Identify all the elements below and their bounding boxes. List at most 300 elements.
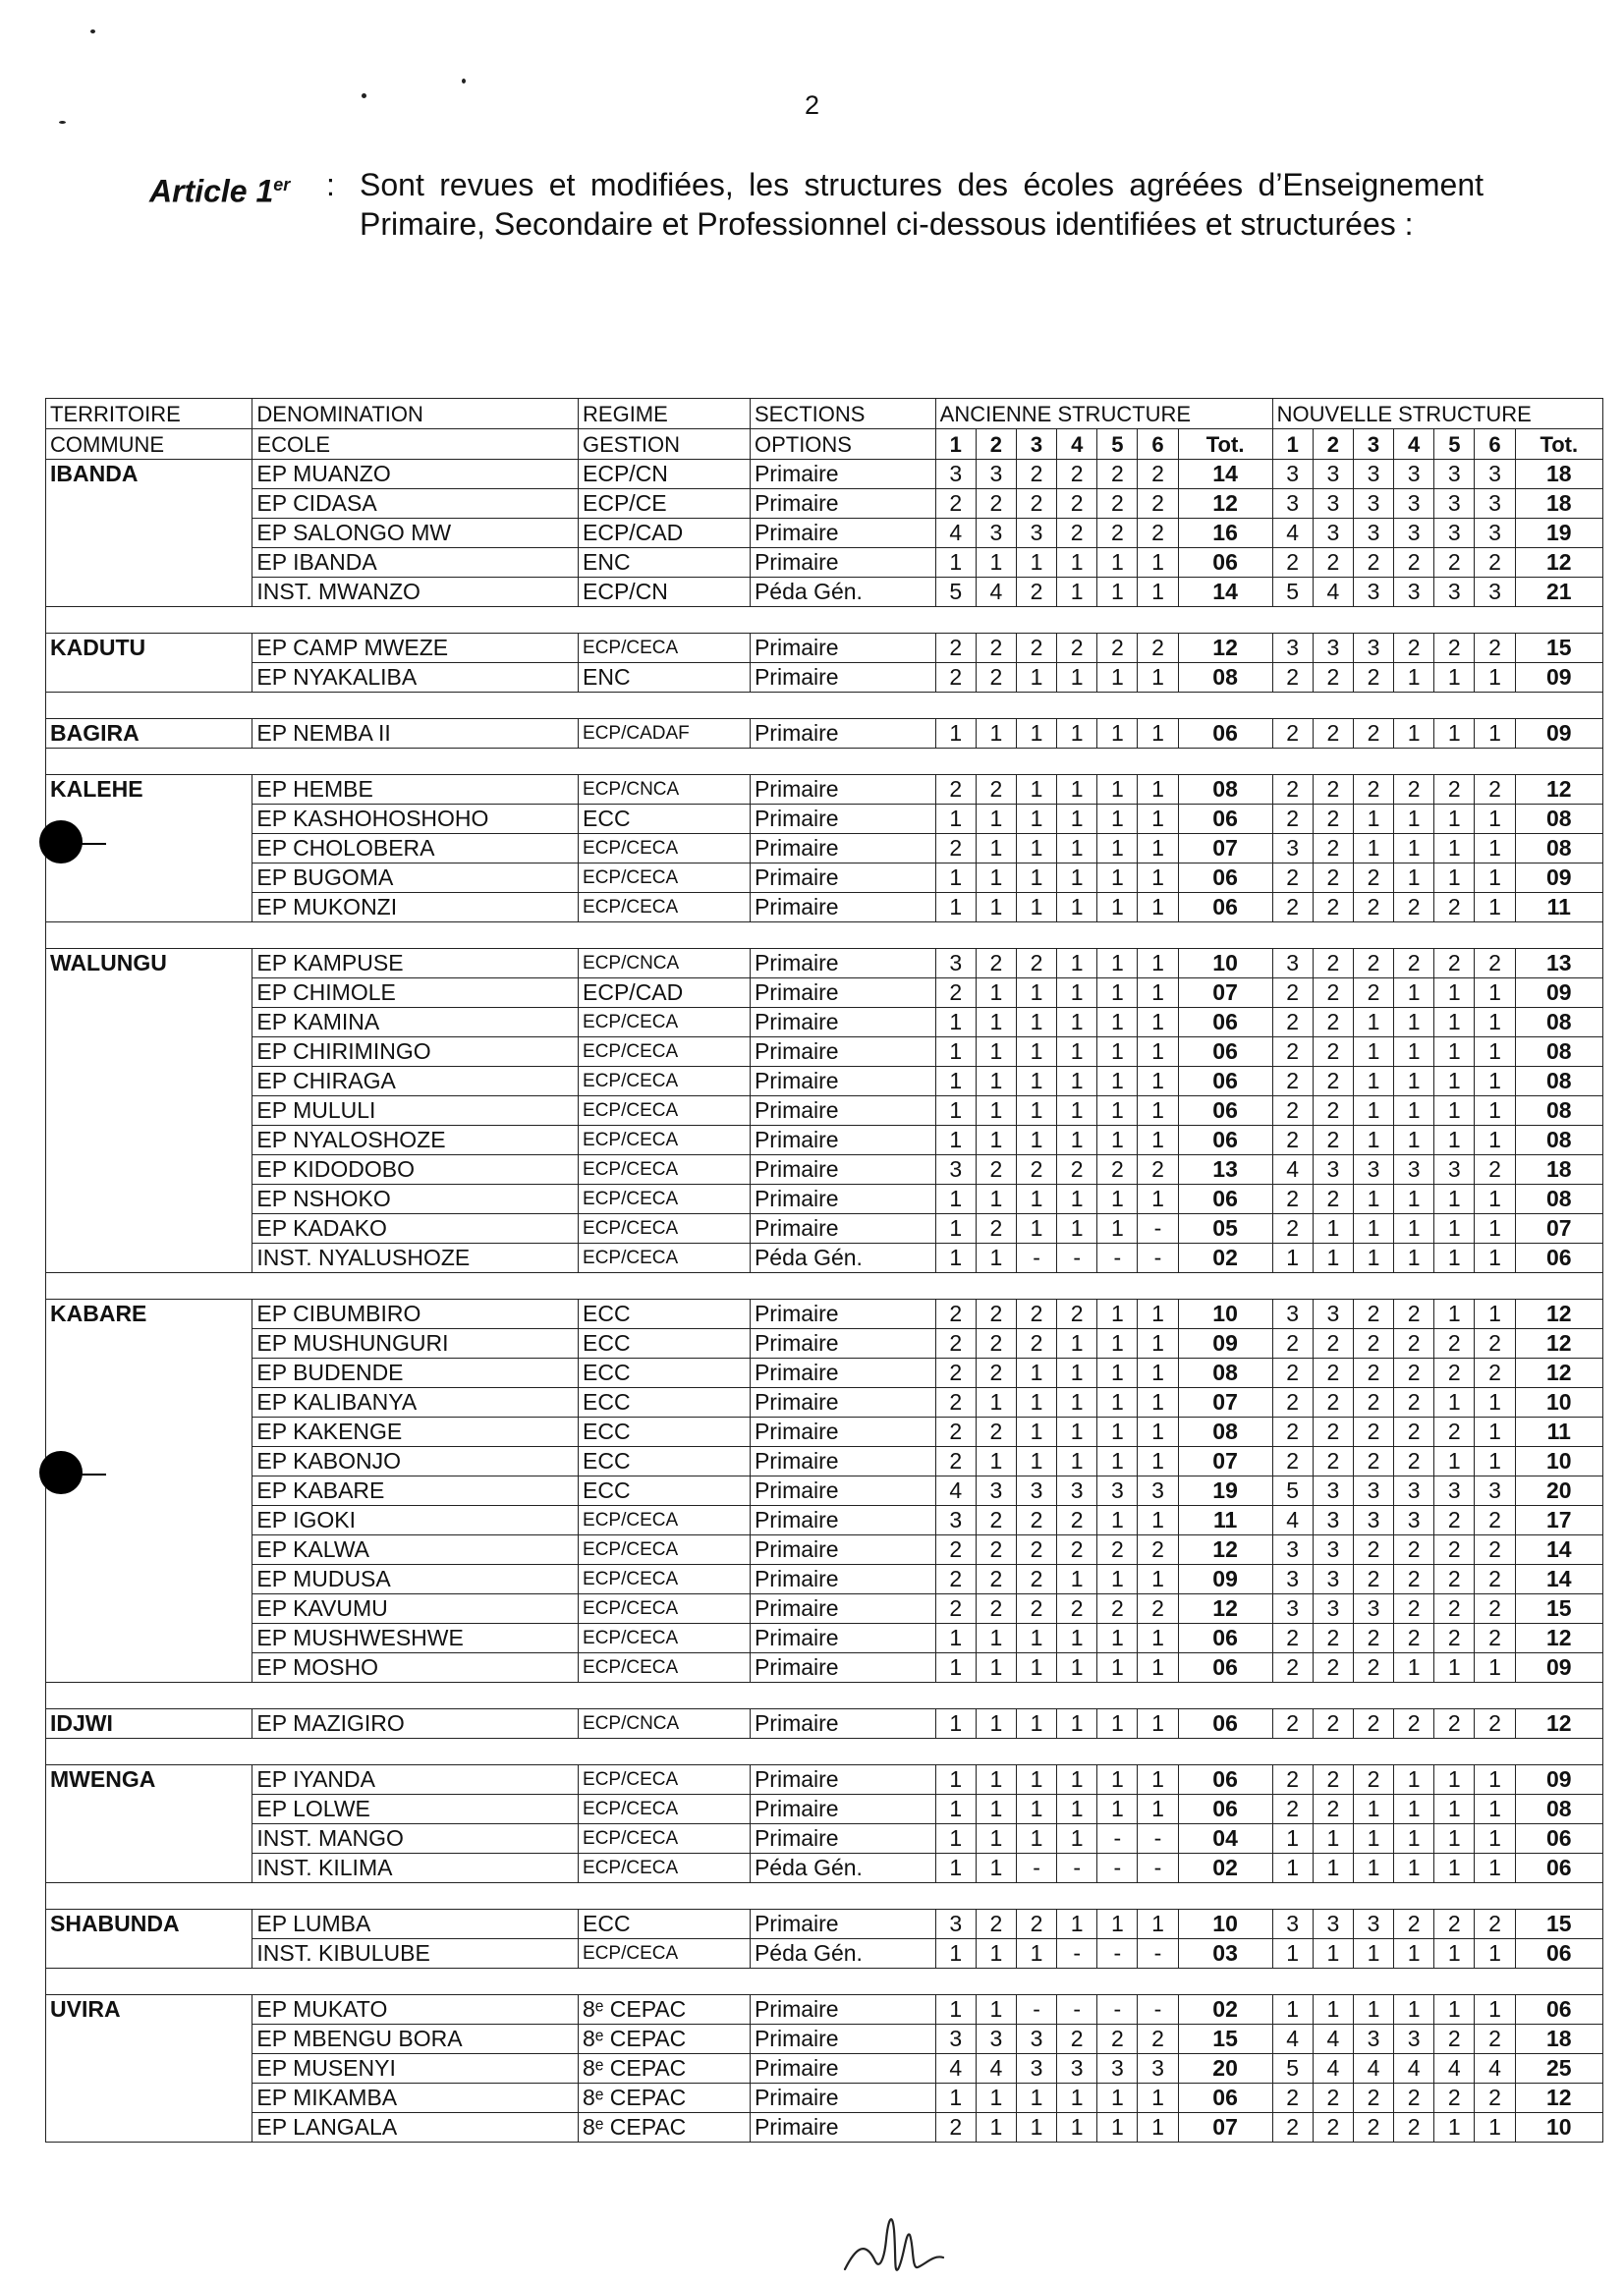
header-sections: SECTIONS	[750, 399, 935, 429]
old-structure-cell: -	[1097, 1939, 1138, 1969]
old-structure-cell: 1	[935, 1037, 976, 1067]
table-row	[46, 1008, 1603, 1037]
old-structure-cell: 2	[1016, 1329, 1056, 1359]
old-structure-cell: 2	[935, 1418, 976, 1447]
new-structure-cell: 2	[1475, 2025, 1515, 2054]
new-structure-cell: 2	[1434, 949, 1475, 978]
new-structure-cell: 1	[1394, 805, 1434, 834]
old-structure-cell: -	[1138, 1939, 1178, 1969]
section-cell: Primaire	[750, 1359, 935, 1388]
new-structure-cell: 1	[1434, 1795, 1475, 1824]
regime-cell: 8ᵉ CEPAC	[579, 2084, 751, 2113]
table-row	[46, 578, 1603, 607]
new-structure-cell: 2	[1272, 1624, 1313, 1653]
old-structure-cell: 1	[1016, 1824, 1056, 1854]
old-structure-cell: 1	[976, 1995, 1016, 2025]
header-ancienne-structure: ANCIENNE STRUCTURE	[935, 399, 1272, 429]
header-new-col: 2	[1313, 429, 1353, 460]
school-name-cell: EP MUSHWESHWE	[252, 1624, 579, 1653]
new-structure-cell: 2	[1313, 1329, 1353, 1359]
old-structure-cell: 4	[935, 519, 976, 548]
new-structure-cell: 3	[1434, 460, 1475, 489]
new-total-cell: 13	[1515, 949, 1602, 978]
header-old-col: 2	[976, 429, 1016, 460]
new-structure-cell: 3	[1313, 634, 1353, 663]
group-separator-row	[46, 1683, 1603, 1709]
old-structure-cell: 1	[935, 1126, 976, 1155]
old-total-cell: 06	[1178, 1185, 1272, 1214]
old-structure-cell: 3	[1057, 2054, 1097, 2084]
old-structure-cell: 2	[1016, 1535, 1056, 1565]
new-structure-cell: 2	[1475, 1565, 1515, 1594]
new-total-cell: 06	[1515, 1244, 1602, 1273]
old-structure-cell: 1	[976, 1795, 1016, 1824]
new-structure-cell: 1	[1434, 1185, 1475, 1214]
new-structure-cell: 1	[1394, 1037, 1434, 1067]
table-row	[46, 863, 1603, 893]
old-structure-cell: 2	[1097, 634, 1138, 663]
new-structure-cell: 2	[1475, 1329, 1515, 1359]
new-structure-cell: 1	[1475, 1388, 1515, 1418]
new-structure-cell: 2	[1272, 863, 1313, 893]
new-structure-cell: 1	[1434, 719, 1475, 749]
school-name-cell: EP SALONGO MW	[252, 519, 579, 548]
new-structure-cell: 2	[1313, 1447, 1353, 1476]
old-structure-cell: 1	[1097, 548, 1138, 578]
old-structure-cell: 1	[976, 1388, 1016, 1418]
new-structure-cell: 2	[1313, 1359, 1353, 1388]
group-separator-cell	[46, 922, 1603, 949]
school-name-cell: EP MIKAMBA	[252, 2084, 579, 2113]
section-cell: Primaire	[750, 719, 935, 749]
header-commune: COMMUNE	[46, 429, 252, 460]
old-structure-cell: 1	[935, 1624, 976, 1653]
new-structure-cell: 2	[1313, 663, 1353, 693]
old-structure-cell: 2	[1016, 1594, 1056, 1624]
new-structure-cell: 3	[1394, 489, 1434, 519]
regime-cell: ECP/CECA	[579, 1535, 751, 1565]
school-name-cell: EP KAMINA	[252, 1008, 579, 1037]
new-structure-cell: 4	[1434, 2054, 1475, 2084]
old-total-cell: 20	[1178, 2054, 1272, 2084]
commune-cell: IDJWI	[46, 1709, 252, 1739]
old-structure-cell: 3	[935, 1910, 976, 1939]
new-structure-cell: 2	[1353, 1329, 1393, 1359]
section-cell: Primaire	[750, 1709, 935, 1739]
new-structure-cell: 1	[1353, 1037, 1393, 1067]
header-new-col: 4	[1394, 429, 1434, 460]
old-structure-cell: 1	[1016, 1447, 1056, 1476]
old-structure-cell: 1	[1138, 719, 1178, 749]
new-structure-cell: 2	[1272, 1329, 1313, 1359]
regime-cell: ECC	[579, 1418, 751, 1447]
old-structure-cell: 1	[976, 1126, 1016, 1155]
regime-cell: ECP/CN	[579, 578, 751, 607]
table-row	[46, 978, 1603, 1008]
new-structure-cell: 2	[1394, 1910, 1434, 1939]
old-structure-cell: 1	[1057, 1624, 1097, 1653]
page-number: 2	[804, 90, 820, 120]
old-structure-cell: 3	[976, 460, 1016, 489]
old-structure-cell: 1	[1138, 1185, 1178, 1214]
new-structure-cell: 2	[1272, 1653, 1313, 1683]
new-total-cell: 15	[1515, 1594, 1602, 1624]
old-structure-cell: 1	[1138, 2113, 1178, 2143]
new-structure-cell: 2	[1272, 1185, 1313, 1214]
old-structure-cell: 1	[935, 1244, 976, 1273]
header-gestion: GESTION	[579, 429, 751, 460]
commune-cell: MWENGA	[46, 1765, 252, 1795]
old-structure-cell: 3	[976, 1476, 1016, 1506]
commune-cell	[46, 1824, 252, 1854]
new-total-cell: 09	[1515, 978, 1602, 1008]
new-structure-cell: 1	[1394, 719, 1434, 749]
commune-cell	[46, 1653, 252, 1683]
new-structure-cell: 1	[1434, 1244, 1475, 1273]
old-structure-cell: 1	[1138, 893, 1178, 922]
old-structure-cell: 1	[1057, 834, 1097, 863]
old-structure-cell: 1	[1097, 978, 1138, 1008]
new-structure-cell: 2	[1434, 893, 1475, 922]
group-separator-cell	[46, 749, 1603, 775]
new-structure-cell: 1	[1475, 1447, 1515, 1476]
regime-cell: ECP/CECA	[579, 1624, 751, 1653]
old-structure-cell: 1	[1057, 1008, 1097, 1037]
old-structure-cell: 1	[976, 2084, 1016, 2113]
school-name-cell: EP MUANZO	[252, 460, 579, 489]
school-name-cell: EP CIBUMBIRO	[252, 1300, 579, 1329]
old-structure-cell: 1	[976, 1824, 1016, 1854]
commune-cell	[46, 1067, 252, 1096]
old-structure-cell: 2	[1057, 519, 1097, 548]
new-structure-cell: 2	[1313, 949, 1353, 978]
article-colon: :	[326, 167, 335, 202]
new-structure-cell: 2	[1272, 1067, 1313, 1096]
new-structure-cell: 2	[1353, 1418, 1393, 1447]
new-structure-cell: 2	[1272, 1795, 1313, 1824]
old-structure-cell: 3	[1097, 1476, 1138, 1506]
school-name-cell: EP LOLWE	[252, 1795, 579, 1824]
new-structure-cell: 2	[1475, 1594, 1515, 1624]
section-cell: Primaire	[750, 2054, 935, 2084]
header-nouvelle-structure: NOUVELLE STRUCTURE	[1272, 399, 1602, 429]
old-structure-cell: 1	[935, 1824, 976, 1854]
commune-cell	[46, 1388, 252, 1418]
old-structure-cell: 1	[1097, 863, 1138, 893]
new-structure-cell: 1	[1475, 1854, 1515, 1883]
commune-cell	[46, 1037, 252, 1067]
section-cell: Primaire	[750, 489, 935, 519]
old-structure-cell: 2	[976, 1535, 1016, 1565]
old-structure-cell: 1	[1138, 1067, 1178, 1096]
regime-cell: ECP/CNCA	[579, 775, 751, 805]
old-structure-cell: 1	[976, 805, 1016, 834]
old-structure-cell: 1	[1097, 2113, 1138, 2143]
old-structure-cell: 2	[976, 775, 1016, 805]
article-text: Sont revues et modifiées, les structures des écoles agréées d’Enseignement Primaire, Secondaire et Professionnel ci-dessous identifiées et structurées :	[360, 167, 1484, 242]
new-structure-cell: 2	[1394, 1565, 1434, 1594]
old-structure-cell: 1	[976, 1244, 1016, 1273]
section-cell: Péda Gén.	[750, 1244, 935, 1273]
school-name-cell: EP LANGALA	[252, 2113, 579, 2143]
commune-cell	[46, 1939, 252, 1969]
header-old-col: 5	[1097, 429, 1138, 460]
old-structure-cell: 2	[1016, 1506, 1056, 1535]
section-cell: Primaire	[750, 1565, 935, 1594]
old-structure-cell: 1	[1016, 1709, 1056, 1739]
old-structure-cell: 2	[935, 1594, 976, 1624]
old-total-cell: 14	[1178, 578, 1272, 607]
old-structure-cell: 1	[1097, 1329, 1138, 1359]
scan-speck	[362, 93, 366, 98]
new-structure-cell: 4	[1313, 2054, 1353, 2084]
old-structure-cell: 1	[1016, 2084, 1056, 2113]
old-structure-cell: 3	[976, 519, 1016, 548]
new-structure-cell: 2	[1475, 1910, 1515, 1939]
regime-cell: ECP/CECA	[579, 893, 751, 922]
new-structure-cell: 1	[1475, 1067, 1515, 1096]
section-cell: Primaire	[750, 1214, 935, 1244]
new-structure-cell: 1	[1434, 1037, 1475, 1067]
school-name-cell: INST. KILIMA	[252, 1854, 579, 1883]
regime-cell: ECP/CECA	[579, 1506, 751, 1535]
table-row	[46, 663, 1603, 693]
old-structure-cell: 1	[1097, 1008, 1138, 1037]
section-cell: Primaire	[750, 634, 935, 663]
new-structure-cell: 2	[1272, 1214, 1313, 1244]
new-structure-cell: 1	[1353, 1126, 1393, 1155]
old-structure-cell: 1	[1138, 805, 1178, 834]
school-name-cell: EP BUDENDE	[252, 1359, 579, 1388]
old-structure-cell: 2	[1097, 1155, 1138, 1185]
new-structure-cell: 2	[1353, 1388, 1393, 1418]
new-structure-cell: 2	[1313, 1067, 1353, 1096]
old-structure-cell: 1	[1057, 2113, 1097, 2143]
new-structure-cell: 1	[1475, 863, 1515, 893]
table-row	[46, 1418, 1603, 1447]
new-structure-cell: 1	[1475, 1008, 1515, 1037]
commune-cell: WALUNGU	[46, 949, 252, 978]
old-structure-cell: 1	[1057, 775, 1097, 805]
school-name-cell: EP IBANDA	[252, 548, 579, 578]
old-structure-cell: 3	[1016, 2054, 1056, 2084]
regime-cell: ECP/CNCA	[579, 949, 751, 978]
new-structure-cell: 3	[1272, 489, 1313, 519]
old-structure-cell: 2	[976, 1359, 1016, 1388]
old-structure-cell: 1	[935, 548, 976, 578]
new-structure-cell: 1	[1394, 663, 1434, 693]
new-structure-cell: 2	[1313, 863, 1353, 893]
old-structure-cell: 1	[976, 978, 1016, 1008]
old-structure-cell: 2	[976, 1155, 1016, 1185]
old-total-cell: 06	[1178, 805, 1272, 834]
new-structure-cell: 2	[1394, 1329, 1434, 1359]
new-structure-cell: 1	[1475, 1653, 1515, 1683]
new-structure-cell: 2	[1353, 719, 1393, 749]
old-structure-cell: 1	[1138, 1008, 1178, 1037]
commune-cell	[46, 548, 252, 578]
regime-cell: ECP/CECA	[579, 1594, 751, 1624]
commune-cell: UVIRA	[46, 1995, 252, 2025]
commune-cell	[46, 2025, 252, 2054]
regime-cell: ECC	[579, 805, 751, 834]
old-structure-cell: 1	[935, 1008, 976, 1037]
new-structure-cell: 2	[1313, 2084, 1353, 2113]
new-structure-cell: 4	[1272, 1506, 1313, 1535]
new-structure-cell: 2	[1394, 949, 1434, 978]
table-row	[46, 1126, 1603, 1155]
new-structure-cell: 1	[1353, 1854, 1393, 1883]
section-cell: Primaire	[750, 460, 935, 489]
school-name-cell: EP MAZIGIRO	[252, 1709, 579, 1739]
old-structure-cell: 2	[1057, 1506, 1097, 1535]
old-structure-cell: 2	[1057, 489, 1097, 519]
old-structure-cell: -	[1097, 1244, 1138, 1273]
old-structure-cell: 2	[976, 1565, 1016, 1594]
new-structure-cell: 2	[1313, 834, 1353, 863]
new-structure-cell: 2	[1353, 663, 1393, 693]
old-structure-cell: 4	[935, 2054, 976, 2084]
old-structure-cell: -	[1097, 1995, 1138, 2025]
old-total-cell: 14	[1178, 460, 1272, 489]
new-total-cell: 15	[1515, 1910, 1602, 1939]
group-separator-row	[46, 607, 1603, 634]
old-total-cell: 06	[1178, 2084, 1272, 2113]
new-structure-cell: 4	[1272, 1155, 1313, 1185]
new-structure-cell: 1	[1394, 1126, 1434, 1155]
old-total-cell: 06	[1178, 1096, 1272, 1126]
old-structure-cell: 2	[1097, 2025, 1138, 2054]
old-structure-cell: 1	[1016, 1388, 1056, 1418]
school-name-cell: EP KALWA	[252, 1535, 579, 1565]
school-name-cell: EP LUMBA	[252, 1910, 579, 1939]
regime-cell: ECC	[579, 1476, 751, 1506]
new-structure-cell: 2	[1313, 1037, 1353, 1067]
new-total-cell: 17	[1515, 1506, 1602, 1535]
new-structure-cell: 3	[1394, 460, 1434, 489]
article-label: Article 1er	[149, 173, 291, 209]
old-structure-cell: 1	[1016, 863, 1056, 893]
regime-cell: ECP/CECA	[579, 863, 751, 893]
old-structure-cell: 1	[1057, 1795, 1097, 1824]
school-name-cell: EP BUGOMA	[252, 863, 579, 893]
new-structure-cell: 3	[1475, 489, 1515, 519]
old-structure-cell: 2	[1057, 1535, 1097, 1565]
old-structure-cell: 1	[1016, 1624, 1056, 1653]
school-name-cell: EP CHOLOBERA	[252, 834, 579, 863]
old-structure-cell: -	[1016, 1244, 1056, 1273]
new-total-cell: 20	[1515, 1476, 1602, 1506]
regime-cell: ECC	[579, 1329, 751, 1359]
old-structure-cell: 2	[1016, 1155, 1056, 1185]
group-separator-row	[46, 922, 1603, 949]
header-regime: REGIME	[579, 399, 751, 429]
old-structure-cell: 1	[1016, 663, 1056, 693]
new-structure-cell: 3	[1272, 1565, 1313, 1594]
new-structure-cell: 3	[1272, 834, 1313, 863]
old-total-cell: 05	[1178, 1214, 1272, 1244]
new-structure-cell: 2	[1475, 1535, 1515, 1565]
school-name-cell: EP CHIRIMINGO	[252, 1037, 579, 1067]
new-structure-cell: 2	[1313, 1126, 1353, 1155]
section-cell: Primaire	[750, 1096, 935, 1126]
new-structure-cell: 2	[1272, 893, 1313, 922]
group-separator-row	[46, 1969, 1603, 1995]
table-row	[46, 634, 1603, 663]
new-structure-cell: 1	[1434, 1995, 1475, 2025]
section-cell: Primaire	[750, 1824, 935, 1854]
new-structure-cell: 1	[1313, 1214, 1353, 1244]
old-structure-cell: -	[1057, 1244, 1097, 1273]
new-structure-cell: 2	[1272, 978, 1313, 1008]
new-structure-cell: 1	[1475, 663, 1515, 693]
new-structure-cell: 2	[1313, 1388, 1353, 1418]
old-structure-cell: 3	[1016, 519, 1056, 548]
old-structure-cell: 3	[1016, 2025, 1056, 2054]
group-separator-row	[46, 749, 1603, 775]
school-name-cell: INST. MWANZO	[252, 578, 579, 607]
old-structure-cell: 1	[1057, 1824, 1097, 1854]
old-structure-cell: 1	[935, 805, 976, 834]
new-structure-cell: 2	[1475, 949, 1515, 978]
regime-cell: ECP/CAD	[579, 978, 751, 1008]
new-total-cell: 08	[1515, 1185, 1602, 1214]
old-structure-cell: 1	[1016, 1096, 1056, 1126]
school-name-cell: EP CHIRAGA	[252, 1067, 579, 1096]
school-name-cell: EP IGOKI	[252, 1506, 579, 1535]
old-structure-cell: 2	[1057, 1300, 1097, 1329]
new-structure-cell: 1	[1394, 1096, 1434, 1126]
old-structure-cell: 1	[1138, 1329, 1178, 1359]
new-structure-cell: 1	[1475, 719, 1515, 749]
new-structure-cell: 2	[1434, 1594, 1475, 1624]
old-structure-cell: 2	[1138, 1594, 1178, 1624]
new-structure-cell: 1	[1353, 1244, 1393, 1273]
old-structure-cell: 2	[976, 1300, 1016, 1329]
school-name-cell: EP MULULI	[252, 1096, 579, 1126]
old-structure-cell: 2	[935, 1359, 976, 1388]
new-total-cell: 12	[1515, 1329, 1602, 1359]
new-structure-cell: 3	[1313, 1535, 1353, 1565]
old-structure-cell: 1	[976, 834, 1016, 863]
new-structure-cell: 2	[1313, 1765, 1353, 1795]
new-structure-cell: 2	[1353, 1359, 1393, 1388]
old-structure-cell: 1	[1016, 1008, 1056, 1037]
old-structure-cell: 2	[935, 1565, 976, 1594]
table-row	[46, 1565, 1603, 1594]
old-structure-cell: 1	[935, 1709, 976, 1739]
new-structure-cell: 1	[1434, 1824, 1475, 1854]
old-structure-cell: 1	[1097, 1185, 1138, 1214]
old-structure-cell: 2	[935, 1300, 976, 1329]
new-structure-cell: 1	[1475, 1824, 1515, 1854]
new-structure-cell: 1	[1394, 1244, 1434, 1273]
new-structure-cell: 1	[1272, 1244, 1313, 1273]
section-cell: Primaire	[750, 1624, 935, 1653]
old-structure-cell: 1	[1097, 578, 1138, 607]
old-structure-cell: 1	[1138, 1506, 1178, 1535]
old-structure-cell: 1	[1138, 775, 1178, 805]
section-cell: Primaire	[750, 2025, 935, 2054]
school-name-cell: EP HEMBE	[252, 775, 579, 805]
commune-cell	[46, 1854, 252, 1883]
new-structure-cell: 2	[1434, 2084, 1475, 2113]
old-structure-cell: 2	[976, 634, 1016, 663]
old-structure-cell: 1	[1138, 834, 1178, 863]
group-separator-cell	[46, 607, 1603, 634]
section-cell: Primaire	[750, 1037, 935, 1067]
new-structure-cell: 1	[1434, 1653, 1475, 1683]
